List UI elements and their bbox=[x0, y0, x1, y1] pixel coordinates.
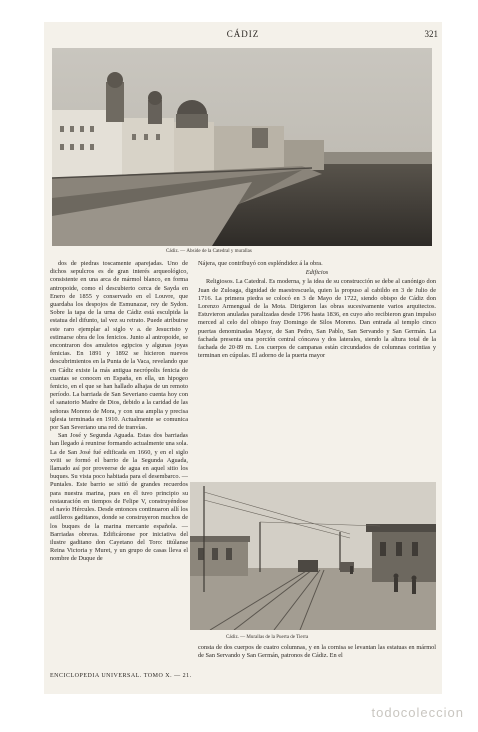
right-bottom-paragraph: consta de dos cuerpos de cuatro columnas, y en la cornisa se levantan las estatuas en mármol de San Servando y San Germán, patronos de Cádiz. En el bbox=[198, 644, 436, 660]
right-column bbox=[198, 260, 436, 476]
page-number: 321 bbox=[424, 29, 438, 39]
bottom-photo-caption: Cádiz. — Murallas de la Puerta de Tierra bbox=[226, 635, 309, 640]
left-paragraph: dos de piedras toscamente aparejadas. Uno de dichos sepulcros es de gran interés arqueológico, consistente en una arca de mármol blanco, en forma antropoide, como el descubierto cerca de Sayda en Enero de 1855 y conservado en el Louvre, que guardaba los despojos de Esmunazar, rey de Sydon. Sobre la tapa de la urna de Cádiz está esculpida la estatua del difunto, tal vez su retrato. Puede atribuirse este raro ejemplar al siglo v a. de Jesucristo y estimarse obra de los fenicios. Junto al antropoide, se encontraron dos amuletos egipcios y algunas joyas fenicias. En 1891 y 1892 se hicieron nuevos descubrimientos en la Punta de la Vaca, revelando que en Cádiz existe la más antigua necrópolis fenicia de cuantas se conocen en España, en ella, un hipogeo fenicio, en el que se han hallado alhajas de un remoto período. La barriada de San Severiano cuenta hoy con el sanatorio Madre de Dios, debido a la caridad de las señoras Moreno de Mora, y con una amplia y precisa iglesia terminada en 1910. Actualmente se comunica por San Severiano una red de tranvías. bbox=[50, 260, 188, 432]
page-header bbox=[44, 28, 442, 40]
puerta-tierra-photo bbox=[190, 482, 436, 630]
page-footer: ENCICLOPEDIA UNIVERSAL. TOMO X. — 21. bbox=[50, 673, 192, 679]
puerta-tierra-photo-image bbox=[190, 482, 436, 630]
watermark-logo: todocoleccion bbox=[371, 705, 464, 720]
top-photo-caption: Cádiz. — Ábside de la Catedral y murallas bbox=[166, 249, 252, 254]
right-top-line: Nájera, que contribuyó con espléndidez á la obra. bbox=[198, 260, 323, 267]
left-column bbox=[50, 260, 188, 666]
section-heading: Edificios bbox=[305, 269, 329, 277]
left-paragraph: San José y Segunda Aguada. Estas dos barriadas han llegado á reunirse formando actualmente una sola. La de San José fué edificada en 1660, y en el siglo xviii se formó el barrio de la Segunda Aguada, llamado así por proveerse de agua en aquel sitio los buques. Su vista poco habitada para el desembarco. — Puntales. Este barrio se sitió de grandes recuerdos para nuestra marina, pues en él tuvo principio su restauración en tiempos de Felipe V, construyéndose el navío Hércules. Desde entonces continuaron allí los astilleros gaditanos, donde se construyeron muchos de los buques de la marina mercante española. — Barriadas obreras. Edificáronse por iniciativa del ilustre gaditano don Cayetano del Toro: titúlanse Reina Victoria y Muret, y un grupo de casas lleva el nombre de Duque de bbox=[50, 432, 188, 563]
cathedral-photo-image bbox=[52, 48, 432, 246]
encyclopedia-page bbox=[44, 22, 442, 694]
right-column-bottom bbox=[198, 644, 436, 678]
right-paragraph: Religiosos. La Catedral. Es moderna, y la idea de su construcción se debe al canónigo don Juan de Zuloaga, dignidad de maestrescuela, quien la propuso al cabildo en 3 de Julio de 1716. La primera piedra se colocó en 3 de Mayo de 1722, siendo obispo de Cádiz don Lorenzo Armengual de la Mota. Dirigieron las obras sucesivamente varios arquitectos. Estuvieron anuladas paralizadas desde 1796 hasta 1836, en cuyo año recibieron gran impulso merced al celo del obispo fray Domingo de Silos Moreno. Dan entrada al templo cinco puertas denominadas Mayor, de San Pedro, San Pablo, San Servando y San Germán. La fachada presenta una porción central cóncava y dos laterales, siendo la altura total de la fachada de 20·89 m. Los cuerpos de campanas están circundados de columnas corintias y terminan en cúpulas. El adorno de la puerta mayor bbox=[198, 278, 436, 360]
cathedral-photo bbox=[52, 48, 432, 246]
running-title: CÁDIZ bbox=[226, 29, 260, 39]
